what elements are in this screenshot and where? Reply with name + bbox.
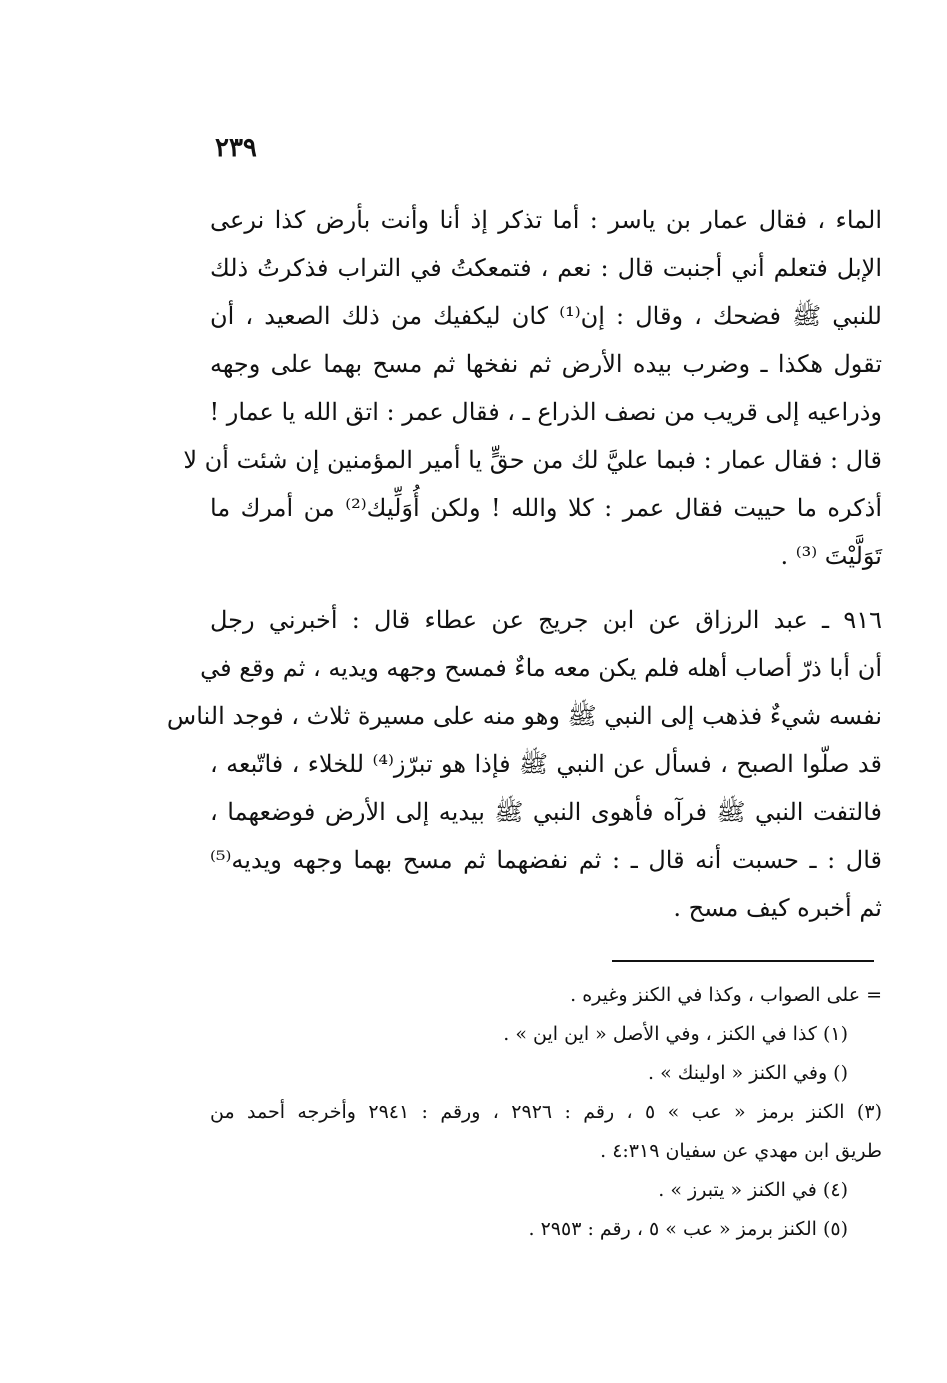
- text-line: للنبي ﷺ فضحك ، وقال : إن⁽¹⁾ كان ليكفيك من ذلك الصعيد ، أن: [210, 302, 882, 330]
- footnote-line: () وفي الكنز « اولينك » .: [648, 1062, 848, 1084]
- footnotes: [210, 976, 882, 1249]
- paragraph-hadith-continuation: [183, 196, 882, 580]
- text-line: قال : فقال عمار : فبما عليَّ لك من حقٍّ يا أمير المؤمنين إن شئت أن لا: [183, 446, 882, 474]
- paragraph-hadith-916: [166, 596, 882, 932]
- text-line: الإبل فتعلم أني أجنبت قال : نعم ، فتمعكتُ في التراب فذكرتُ ذلك: [210, 254, 882, 282]
- text-line: ثم أخبره كيف مسح .: [673, 894, 882, 922]
- text-line: تَوَلَّيْتَ ⁽³⁾ .: [780, 542, 882, 570]
- text-line: تقول هكذا ـ وضرب بيده الأرض ثم نفخها ثم مسح بهما على وجهه: [210, 350, 882, 378]
- footnote-line: = على الصواب ، وكذا في الكنز وغيره .: [570, 984, 882, 1006]
- text-line: قد صلّوا الصبح ، فسأل عن النبي ﷺ فإذا هو تبرّز⁽⁴⁾ للخلاء ، فاتّبعه ،: [210, 750, 882, 778]
- footnote-line: (٣) الكنز برمز « عب » ٥ ، رقم : ٢٩٢٦ ، ورقم : ٢٩٤١ وأخرجه أحمد من: [210, 1101, 882, 1123]
- footnote-line: طريق ابن مهدي عن سفيان ٤:٣١٩ .: [600, 1140, 882, 1162]
- text-line: نفسه شيءٌ فذهب إلى النبي ﷺ وهو منه على مسيرة ثلاث ، فوجد الناس: [166, 702, 882, 730]
- footnote-line: (٤) في الكنز « يتبرز » .: [658, 1179, 848, 1201]
- footnote-line: (١) كذا في الكنز ، وفي الأصل « اين اين » .: [503, 1023, 848, 1045]
- footnote-divider: [612, 960, 874, 962]
- text-line: أن أبا ذرّ أصاب أهله فلم يكن معه ماءٌ فمسح وجهه ويديه ، ثم وقع في: [200, 654, 882, 682]
- page-number: ٢٣٩: [215, 133, 257, 163]
- footnote-line: (٥) الكنز برمز « عب » ٥ ، رقم : ٢٩٥٣ .: [528, 1218, 848, 1240]
- text-line: ٩١٦ ـ عبد الرزاق عن ابن جريج عن عطاء قال : أخبرني رجل: [210, 606, 882, 634]
- text-line: أذكره ما حييت فقال عمر : كلا والله ! ولكن أُوَلِّيك⁽²⁾ من أمرك ما: [210, 494, 882, 522]
- text-line: الماء ، فقال عمار بن ياسر : أما تذكر إذ أنا وأنت بأرض كذا نرعى: [210, 206, 882, 234]
- text-line: قال : ـ حسبت أنه قال ـ : ثم نفضهما ثم مسح بهما وجهه ويديه⁽⁵⁾: [210, 846, 882, 874]
- text-line: وذراعيه إلى قريب من نصف الذراع ـ ، فقال عمر : اتق الله يا عمار !: [209, 398, 882, 426]
- text-line: فالتفت النبي ﷺ فرآه فأهوى النبي ﷺ بيديه إلى الأرض فوضعهما ،: [210, 798, 882, 826]
